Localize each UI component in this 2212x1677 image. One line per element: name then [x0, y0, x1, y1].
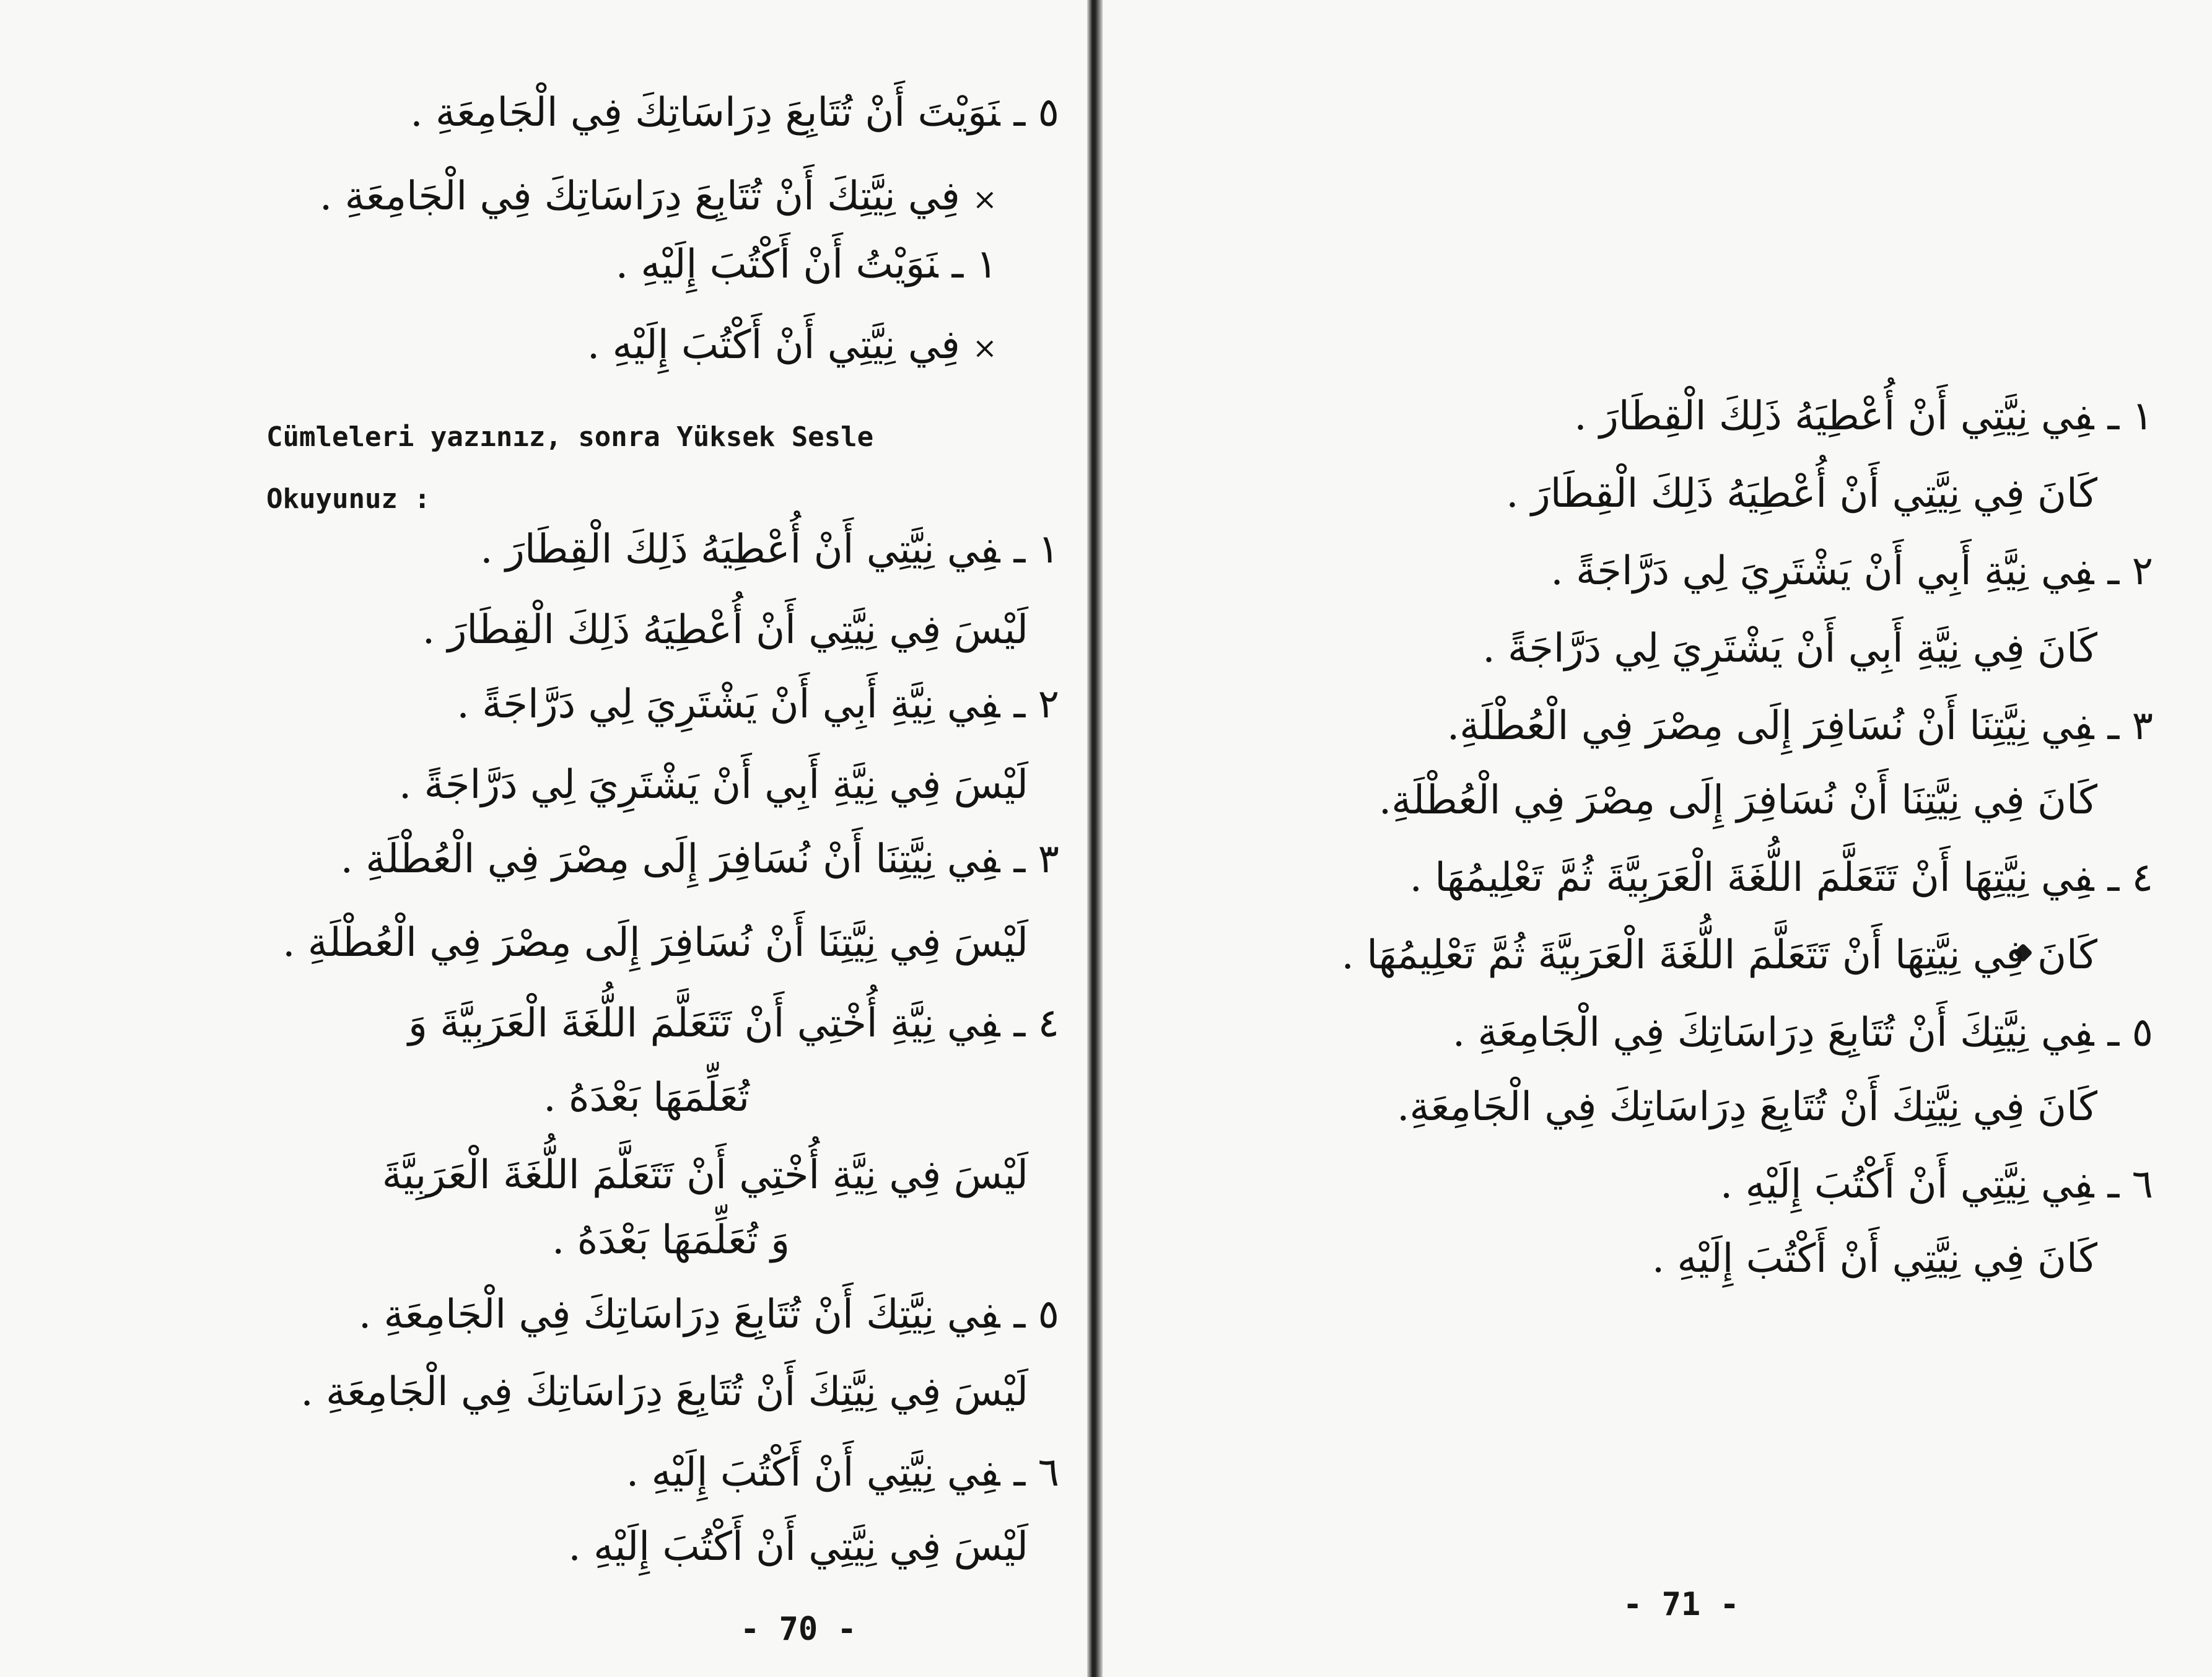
arabic-sentence: كَانَ فِي نِيَّتِي أَنْ أَكْتُبَ إِلَيْهِ .: [1651, 1236, 2097, 1282]
arabic-sentence: فِي نِيَّتِي أَنْ أَكْتُبَ إِلَيْهِ .: [587, 322, 960, 368]
arabic-sentence: نَوَيْتَ أَنْ تُتَابِعَ دِرَاسَاتِكَ فِي الْجَامِعَةِ .: [410, 90, 1000, 136]
line-number: ٥ ـ: [1013, 90, 1059, 136]
arabic-sentence: فِي نِيَّتِنَا أَنْ نُسَافِرَ إِلَى مِصْرَ فِي الْعُطْلَةِ.: [1446, 703, 2094, 749]
arabic-sentence: فِي نِيَّتِي أَنْ أَكْتُبَ إِلَيْهِ .: [1720, 1162, 2094, 1207]
right-line-6: [1378, 777, 2097, 823]
arabic-sentence: كَانَ فِي نِيَّةِ أَبِي أَنْ يَشْتَرِيَ لِي دَرَّاجَةً .: [1482, 626, 2097, 672]
line-number: ٤ ـ: [1013, 1001, 1059, 1046]
right-line-9: [1452, 1010, 2153, 1056]
right-line-1: [1574, 393, 2153, 439]
arabic-sentence: كَانَ فِي نِيَّتِكَ أَنْ تُتَابِعَ دِرَاسَاتِكَ فِي الْجَامِعَةِ.: [1397, 1084, 2097, 1130]
arabic-sentence: لَيْسَ فِي نِيَّتِكَ أَنْ تُتَابِعَ دِرَاسَاتِكَ فِي الْجَامِعَةِ .: [300, 1369, 1028, 1415]
arabic-sentence: فِي نِيَّتِكَ أَنْ تُتَابِعَ دِرَاسَاتِكَ فِي الْجَامِعَةِ .: [1452, 1010, 2094, 1056]
arabic-sentence: لَيْسَ فِي نِيَّةِ أُخْتِي أَنْ تَتَعَلَّمَ اللُّغَةَ الْعَرَبِيَّةَ: [382, 1152, 1028, 1198]
line-number: ٥ ـ: [2107, 1010, 2153, 1056]
arabic-sentence: فِي نِيَّتِي أَنْ أَكْتُبَ إِلَيْهِ .: [626, 1450, 1000, 1495]
exercise-line-3: [457, 681, 1059, 727]
exercise-line-7: [408, 1001, 1059, 1046]
arabic-sentence: كَانَ فِي نِيَّتِي أَنْ أُعْطِيَهُ ذَلِكَ الْقِطَارَ .: [1506, 471, 2097, 517]
line-number: ٤ ـ: [2107, 855, 2153, 901]
exercise-line-6: [282, 920, 1028, 966]
line-number: ٣ ـ: [2107, 703, 2153, 749]
arabic-sentence: نَوَيْتُ أَنْ أَكْتُبَ إِلَيْهِ .: [615, 242, 938, 287]
arabic-sentence: فِي نِيَّةِ أَبِي أَنْ يَشْتَرِيَ لِي دَرَّاجَةً .: [1550, 548, 2094, 594]
exercise-line-10: [552, 1217, 790, 1263]
arabic-sentence: تُعَلِّمَهَا بَعْدَهُ .: [543, 1075, 750, 1121]
right-line-7: [1409, 855, 2153, 901]
arabic-sentence: فِي نِيَّتِهَا أَنْ تَتَعَلَّمَ اللُّغَةَ الْعَرَبِيَّةَ ثُمَّ تَعْلِيمُهَا .: [1409, 855, 2094, 901]
line-number: ١ ـ: [1013, 527, 1059, 572]
exercise-line-13: [626, 1450, 1059, 1495]
top-line-2: [319, 173, 997, 219]
arabic-sentence: لَيْسَ فِي نِيَّةِ أَبِي أَنْ يَشْتَرِيَ لِي دَرَّاجَةً .: [398, 762, 1028, 808]
line-number: ٢ ـ: [2107, 548, 2153, 594]
right-line-3: [1550, 548, 2153, 594]
exercise-line-4: [398, 762, 1028, 808]
arabic-sentence: فِي نِيَّةِ أُخْتِي أَنْ تَتَعَلَّمَ اللُّغَةَ الْعَرَبِيَّةَ وَ: [408, 1001, 1000, 1046]
cross-mark: ×: [972, 331, 997, 366]
top-line-4: [587, 322, 997, 368]
arabic-sentence: لَيْسَ فِي نِيَّتِنَا أَنْ نُسَافِرَ إِلَى مِصْرَ فِي الْعُطْلَةِ .: [282, 920, 1028, 966]
exercise-line-2: [422, 607, 1028, 653]
line-number: ١ ـ: [951, 242, 997, 287]
exercise-line-5: [340, 836, 1059, 882]
exercise-line-11: [358, 1292, 1059, 1338]
arabic-sentence: فِي نِيَّتِكَ أَنْ تُتَابِعَ دِرَاسَاتِكَ فِي الْجَامِعَةِ .: [358, 1292, 1000, 1338]
line-number: ١ ـ: [2107, 393, 2153, 439]
arabic-sentence: فِي نِيَّتِنَا أَنْ نُسَافِرَ إِلَى مِصْرَ فِي الْعُطْلَةِ .: [340, 836, 1000, 882]
right-line-4: [1482, 626, 2097, 672]
page-number-right: - 71 -: [1623, 1586, 1739, 1623]
right-line-5: [1446, 703, 2153, 749]
right-line-10: [1397, 1084, 2097, 1130]
exercise-line-9: [382, 1152, 1028, 1198]
exercise-line-14: [568, 1524, 1028, 1570]
page-number-left: - 70 -: [740, 1611, 857, 1648]
line-number: ٣ ـ: [1013, 836, 1059, 882]
exercise-line-1: [480, 527, 1059, 572]
line-number: ٦ ـ: [1013, 1450, 1059, 1495]
exercise-line-8: [543, 1075, 750, 1121]
arabic-sentence: لَيْسَ فِي نِيَّتِي أَنْ أَكْتُبَ إِلَيْهِ .: [568, 1524, 1028, 1570]
line-number: ٢ ـ: [1013, 681, 1059, 727]
book-gutter: [1087, 0, 1103, 1677]
exercise-line-12: [300, 1369, 1028, 1415]
right-page: [1103, 0, 2212, 1677]
right-line-8: [1341, 932, 2098, 978]
instruction-line-2: Okuyunuz :: [266, 483, 431, 515]
arabic-sentence: لَيْسَ فِي نِيَّتِي أَنْ أُعْطِيَهُ ذَلِكَ الْقِطَارَ .: [422, 607, 1028, 653]
line-number: ٥ ـ: [1013, 1292, 1059, 1338]
arabic-sentence: فِي نِيَّةِ أَبِي أَنْ يَشْتَرِيَ لِي دَرَّاجَةً .: [457, 681, 1000, 727]
arabic-sentence: كَانَ فِي نِيَّتِهَا أَنْ تَتَعَلَّمَ اللُّغَةَ الْعَرَبِيَّةَ ثُمَّ تَعْلِيمُهَا .: [1341, 932, 2097, 978]
arabic-sentence: فِي نِيَّتِي أَنْ أُعْطِيَهُ ذَلِكَ الْقِطَارَ .: [1574, 393, 2094, 439]
top-line-1: [410, 90, 1059, 136]
cross-mark: ×: [972, 182, 997, 217]
arabic-sentence: فِي نِيَّتِكَ أَنْ تُتَابِعَ دِرَاسَاتِكَ فِي الْجَامِعَةِ .: [319, 173, 960, 219]
right-line-11: [1720, 1162, 2153, 1207]
line-number: ٦ ـ: [2107, 1162, 2153, 1207]
arabic-sentence: كَانَ فِي نِيَّتِنَا أَنْ نُسَافِرَ إِلَى مِصْرَ فِي الْعُطْلَةِ.: [1378, 777, 2097, 823]
right-line-2: [1506, 471, 2097, 517]
right-line-12: [1651, 1236, 2097, 1282]
instruction-line-1: Cümleleri yazınız, sonra Yüksek Sesle: [266, 421, 874, 453]
arabic-sentence: وَ تُعَلِّمَهَا بَعْدَهُ .: [552, 1217, 790, 1263]
left-page: [0, 0, 1087, 1677]
arabic-sentence: فِي نِيَّتِي أَنْ أُعْطِيَهُ ذَلِكَ الْقِطَارَ .: [480, 527, 1000, 572]
top-line-3: [615, 242, 997, 287]
